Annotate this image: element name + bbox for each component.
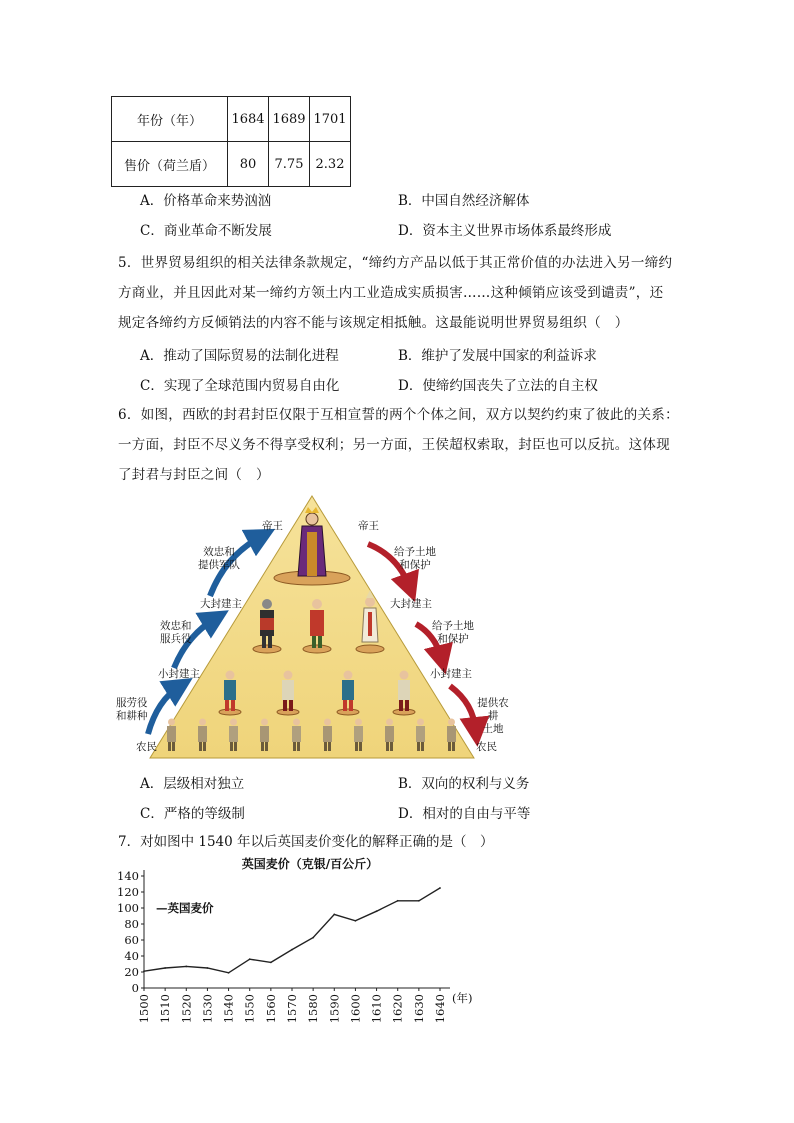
q4-option-b[interactable]: B．中国自然经济解体 xyxy=(398,193,530,209)
y-tick-label: 40 xyxy=(124,949,139,963)
arrow-label-r3 xyxy=(474,697,512,736)
arrow-label-l2-line2: 服兵役 xyxy=(160,633,192,645)
q5-option-a[interactable]: A．推动了国际贸易的法制化进程 xyxy=(140,348,339,364)
data-point xyxy=(207,967,209,969)
data-point xyxy=(397,900,399,902)
table-header-price: 售价（荷兰盾） xyxy=(112,142,228,187)
table-cell: 2.32 xyxy=(310,142,351,187)
q4-option-d[interactable]: D．资本主义世界市场体系最终形成 xyxy=(398,223,612,239)
arrow-label-r2-line1: 给予土地 xyxy=(432,620,474,632)
label-emperor-right: 帝王 xyxy=(358,520,379,532)
q6-option-d[interactable]: D．相对的自由与平等 xyxy=(398,806,531,822)
q6-option-c[interactable]: C．严格的等级制 xyxy=(140,806,245,822)
q5-option-c[interactable]: C．实现了全球范围内贸易自由化 xyxy=(140,378,340,394)
x-tick-label: 1630 xyxy=(411,994,426,1024)
arrow-label-r2 xyxy=(432,620,474,646)
table-cell: 1689 xyxy=(269,97,310,142)
q5-line-1: 5．世界贸易组织的相关法律条款规定，“缔约方产品以低于其正常价值的办法进入另一缔约 xyxy=(118,255,673,271)
q5-line-2: 方商业，并且因此对某一缔约方领土内工业造成实质损害……这种倾销应该受到谴责”，还 xyxy=(118,285,664,301)
x-tick-label: 1600 xyxy=(348,994,363,1024)
label-lesser-lord-left: 小封建主 xyxy=(158,668,200,680)
data-point xyxy=(270,962,272,964)
wheat-price-chart xyxy=(110,856,490,1026)
arrow-label-l2 xyxy=(160,620,192,646)
data-point xyxy=(312,937,314,939)
q6-line-1: 6．如图，西欧的封君封臣仅限于互相宣誓的两个个体之间，双方以契约约束了彼此的关系： xyxy=(118,407,679,423)
label-farmer-right: 农民 xyxy=(476,741,497,753)
y-tick-label: 80 xyxy=(124,917,139,931)
x-tick-label: 1550 xyxy=(242,994,257,1024)
x-tick-label: 1620 xyxy=(390,994,405,1024)
label-emperor-left: 帝王 xyxy=(262,520,283,532)
q4-option-c[interactable]: C．商业革命不断发展 xyxy=(140,223,272,239)
label-farmer-left: 农民 xyxy=(136,741,157,753)
x-axis-label: (年) xyxy=(452,991,473,1005)
q6-option-b[interactable]: B．双向的权利与义务 xyxy=(398,776,530,792)
x-tick-label: 1510 xyxy=(158,994,173,1024)
y-tick-label: 100 xyxy=(117,901,139,915)
data-point xyxy=(228,972,230,974)
q6-option-a[interactable]: A．层级相对独立 xyxy=(140,776,245,792)
x-tick-label: 1500 xyxy=(137,994,151,1024)
data-point xyxy=(164,967,166,969)
table-cell: 80 xyxy=(228,142,269,187)
label-great-lord-left: 大封建主 xyxy=(200,598,242,610)
feudal-pyramid-figure xyxy=(112,492,512,764)
x-tick-label: 1560 xyxy=(263,994,278,1024)
arrow-label-l1-line2: 提供军队 xyxy=(198,559,240,571)
table-cell: 1684 xyxy=(228,97,269,142)
arrow-label-r3-line1: 提供农耕 xyxy=(477,697,509,722)
chart-title: 英国麦价（克银/百公斤） xyxy=(241,857,379,871)
data-point xyxy=(249,958,251,960)
table-header-year: 年份（年） xyxy=(112,97,228,142)
q6-line-3: 了封君与封臣之间（ ） xyxy=(118,467,270,483)
arrow-label-r2-line2: 和保护 xyxy=(437,633,469,645)
x-tick-label: 1520 xyxy=(179,994,194,1024)
legend-entry: —英国麦价 xyxy=(156,901,214,915)
x-tick-label: 1640 xyxy=(433,994,447,1024)
arrow-label-l3 xyxy=(116,697,148,723)
x-tick-label: 1590 xyxy=(327,994,342,1024)
label-lesser-lord-right: 小封建主 xyxy=(430,668,472,680)
data-point xyxy=(418,900,420,902)
arrow-label-l2-line1: 效忠和 xyxy=(160,620,192,632)
data-point xyxy=(291,949,293,951)
table-cell: 7.75 xyxy=(269,142,310,187)
data-point xyxy=(185,966,187,968)
chart-svg xyxy=(110,856,490,1026)
q6-stem xyxy=(118,400,688,490)
y-tick-label: 20 xyxy=(124,965,139,979)
q5-option-b[interactable]: B．维护了发展中国家的利益诉求 xyxy=(398,348,597,364)
arrow-label-r1-line1: 给予土地 xyxy=(394,546,436,558)
data-point xyxy=(376,910,378,912)
q5-line-3: 规定各缔约方反倾销法的内容不能与该规定相抵触。这最能说明世界贸易组织（ ） xyxy=(118,315,629,331)
table-row xyxy=(112,142,351,187)
q4-option-a[interactable]: A．价格革命来势汹汹 xyxy=(140,193,272,209)
data-point xyxy=(333,914,335,916)
y-tick-label: 120 xyxy=(117,885,139,899)
table-row xyxy=(112,97,351,142)
y-tick-label: 0 xyxy=(131,981,139,995)
arrow-label-l1-line1: 效忠和 xyxy=(203,546,235,558)
data-point xyxy=(439,887,441,889)
x-tick-label: 1610 xyxy=(369,994,384,1024)
table-cell: 1701 xyxy=(310,97,351,142)
arrow-label-l3-line1: 服劳役 xyxy=(116,697,148,709)
arrow-label-l3-line2: 和耕种 xyxy=(116,710,148,722)
x-tick-label: 1540 xyxy=(221,994,236,1024)
data-point xyxy=(143,970,145,972)
y-tick-label: 140 xyxy=(117,869,139,883)
arrow-label-l1 xyxy=(198,546,240,572)
x-tick-label: 1570 xyxy=(285,994,299,1024)
label-great-lord-right: 大封建主 xyxy=(390,598,432,610)
arrow-label-r3-line2: 土地 xyxy=(482,723,504,735)
x-tick-label: 1580 xyxy=(306,994,321,1024)
arrow-label-r1 xyxy=(394,546,436,572)
x-tick-label: 1530 xyxy=(200,994,215,1024)
y-tick-label: 60 xyxy=(124,933,139,947)
price-table xyxy=(111,96,351,187)
q5-option-d[interactable]: D．使缔约国丧失了立法的自主权 xyxy=(398,378,598,394)
q7-stem: 7．对如图中 1540 年以后英国麦价变化的解释正确的是（ ） xyxy=(118,834,494,850)
q6-line-2: 一方面，封臣不尽义务不得享受权利；另一方面，王侯超权索取，封臣也可以反抗。这体现 xyxy=(118,437,670,453)
data-point xyxy=(355,920,357,922)
arrow-label-r1-line2: 和保护 xyxy=(399,559,431,571)
q5-stem xyxy=(118,248,688,338)
